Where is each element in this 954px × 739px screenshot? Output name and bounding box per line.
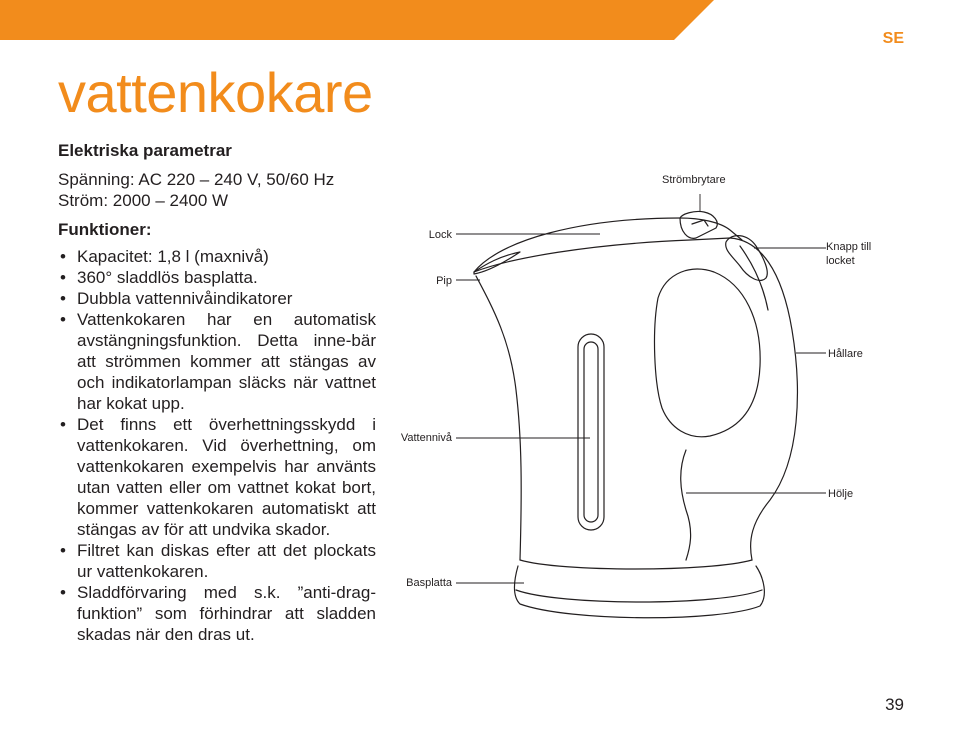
lid-button-label-line2: locket <box>826 255 855 267</box>
lid-label: Lock <box>428 229 452 241</box>
page-number: 39 <box>885 695 904 714</box>
callout-lines <box>456 194 826 583</box>
feature-item: • Filtret kan diskas efter att det plockats ur vattenkokaren. <box>58 540 376 582</box>
kettle-diagram <box>390 160 890 640</box>
kettle-handle <box>655 269 761 437</box>
kettle-body <box>476 276 521 560</box>
feature-item: • Sladdförvaring med s.k. ”anti-drag-funktion” som förhindrar att sladden skadas när den dras ut. <box>58 582 376 645</box>
voltage-spec: Spänning: AC 220 – 240 V, 50/60 Hz <box>58 170 335 189</box>
features-list <box>58 246 376 645</box>
electrical-heading: Elektriska parametrar <box>58 141 232 160</box>
base-label: Basplatta <box>406 577 452 589</box>
feature-item: • Kapacitet: 1,8 l (maxnivå) <box>58 246 376 267</box>
text-column <box>58 140 376 645</box>
water-level-window <box>578 334 604 530</box>
lid-button-label-line1: Knapp till <box>826 241 872 253</box>
feature-item: • Det finns ett överhettningsskydd i vattenkokaren. Vid överhettning, om vattenkokaren exempelvis har använts utan vatten eller om vattnet kokat bort, kommer vattenkokaren automatiskt att stängas av för att undvika skador. <box>58 414 376 540</box>
power-spec: Ström: 2000 – 2400 W <box>58 191 229 210</box>
switch-label: Strömbrytare <box>662 174 726 186</box>
body-label: Hölje <box>828 488 854 500</box>
kettle-base <box>520 560 752 569</box>
kettle-lid <box>474 218 742 272</box>
feature-item: • Dubbla vattennivåindikatorer <box>58 288 376 309</box>
feature-item: • Vattenkokaren har en automatisk avstängningsfunktion. Detta inne-bär att strömmen kommer att stängas av och indikatorlampan släcks när vattnet har kokat upp. <box>58 309 376 414</box>
water-level-label: Vattennivå <box>400 432 452 444</box>
feature-item: • 360° sladdlös basplatta. <box>58 267 376 288</box>
language-code: SE <box>882 30 904 47</box>
page-title: vattenkokare <box>58 61 373 124</box>
kettle-switch <box>680 211 717 238</box>
electrical-specs <box>58 169 376 211</box>
orange-header-bar <box>0 0 954 40</box>
functions-heading: Funktioner: <box>58 220 152 239</box>
spout-label: Pip <box>436 275 452 287</box>
handle-label: Hållare <box>828 348 863 360</box>
kettle-spout <box>474 252 520 274</box>
kettle-drawing <box>474 211 797 617</box>
